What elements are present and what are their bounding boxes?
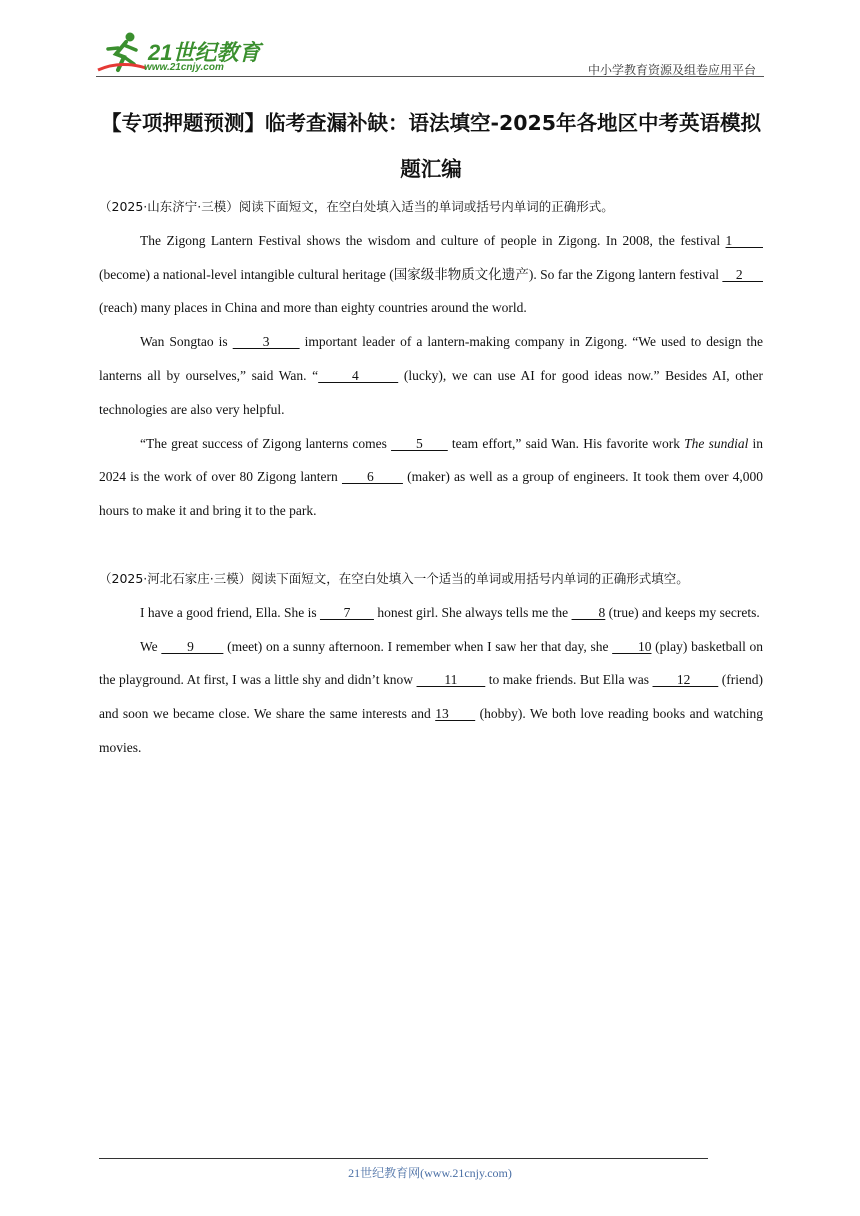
answer-blank: 11 <box>416 672 486 688</box>
answer-blank: 9 <box>161 638 224 654</box>
footer-text: 21世纪教育网(www.21cnjy.com) <box>348 1166 512 1180</box>
logo-main-text: 21世纪教育 <box>148 40 261 65</box>
passage-paragraph <box>99 596 763 630</box>
passage-text: important leader of a lantern-making company in Zigong. “We used to design the lanterns all by ourselves,” said Wan. “ <box>99 334 763 383</box>
page-header <box>96 30 764 78</box>
section-instructions: （2025·河北石家庄·三模）阅读下面短文，在空白处填入一个适当的单词或用括号内单词的正确形式填空。 <box>99 570 689 586</box>
passage-paragraph <box>99 630 763 765</box>
section-instructions: （2025·山东济宁·三模）阅读下面短文，在空白处填入适当的单词或括号内单词的正确形式。 <box>99 199 614 214</box>
passage-text: (become) a national-level intangible cultural heritage (国家级非物质文化遗产). So far the Zigong lantern festival <box>99 266 723 282</box>
passage-paragraph <box>99 427 763 528</box>
passage-text: (meet) on a sunny afternoon. I remember when I saw her that day, she <box>223 638 613 654</box>
passage-text: (play) basketball on the playground. At first, I was a little shy and didn’t know <box>99 638 764 688</box>
passage-text: (maker) as well as a group of engineers. It took them over 4,000 hours to make it and bring it to the park. <box>99 469 764 519</box>
passage-text: honest girl. She always tells me the <box>373 604 572 620</box>
answer-blank: 7 <box>319 604 374 620</box>
document-title: 【专项押题预测】临考查漏补缺：语法填空-2025年各地区中考英语模拟题汇编 <box>100 111 762 181</box>
runner-logo-icon <box>96 30 148 76</box>
answer-blank: 4 <box>318 367 399 383</box>
answer-blank: 6 <box>341 469 403 485</box>
footer-divider <box>99 1158 708 1159</box>
passage-paragraph <box>99 325 763 426</box>
answer-blank: 12 <box>652 672 719 688</box>
platform-label: 中小学教育资源及组卷应用平台 <box>587 63 756 77</box>
site-logo <box>96 30 266 76</box>
passage-text: (friend) and soon we became close. We share the same interests and <box>99 672 763 722</box>
header-divider <box>96 76 764 77</box>
passage-text: (reach) many places in China and more than eighty countries around the world. <box>99 300 527 316</box>
answer-blank: 8 <box>571 604 606 620</box>
answer-blank: 2 <box>722 266 763 282</box>
passage-text: to make friends. But Ella was <box>485 672 653 688</box>
passage-text: I have a good friend, Ella. She is <box>140 604 320 620</box>
italic-title-text: The sundial <box>684 435 749 451</box>
answer-blank: 10 <box>612 638 652 654</box>
logo-url-text: www.21cnjy.com <box>144 62 224 73</box>
passage-text: in 2024 is the work of over 80 Zigong lantern <box>99 435 763 485</box>
answer-blank: 13 <box>435 706 476 722</box>
passage-text: team effort,” said Wan. His favorite work <box>447 435 685 451</box>
passage-text: Wan Songtao is <box>140 334 233 350</box>
answer-blank: 3 <box>232 334 300 350</box>
passage-text: (lucky), we can use AI for good ideas now.” Besides AI, other technologies are also very helpful. <box>99 367 763 417</box>
passage-text: “The great success of Zigong lanterns comes <box>140 435 392 451</box>
passage-text: We <box>140 638 162 654</box>
passage-text: (true) and keeps my secrets. <box>605 604 760 620</box>
document-body <box>99 190 763 765</box>
passage-text: The Zigong Lantern Festival shows the wisdom and culture of people in Zigong. In 2008, the festival <box>140 232 726 248</box>
passage-text: (hobby). We both love reading books and watching movies. <box>99 706 763 755</box>
passage-paragraph <box>99 224 763 325</box>
answer-blank: 5 <box>391 435 448 451</box>
answer-blank: 1 <box>725 232 763 248</box>
section-spacer <box>99 528 763 562</box>
